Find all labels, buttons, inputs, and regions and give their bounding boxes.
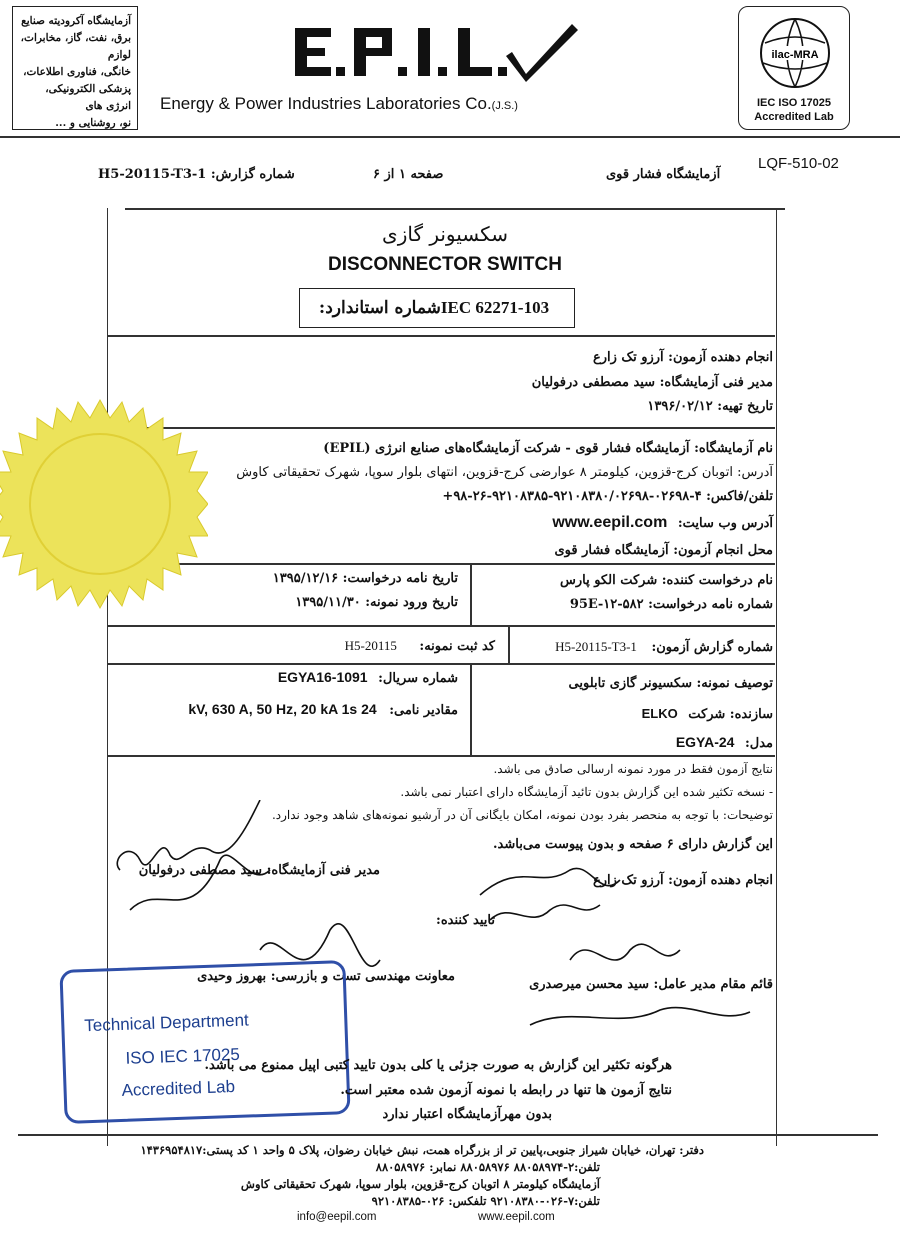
- frame-top-border: [125, 208, 785, 210]
- report-number-label: شماره گزارش آزمون:: [651, 640, 773, 655]
- sample-description: توصیف نمونه: سکسیونر گازی تابلویی: [568, 676, 773, 691]
- manufacturer-value: ELKO: [641, 706, 678, 721]
- test-place: محل انجام آزمون: آزمایشگاه فشار قوی: [554, 543, 773, 558]
- lab-address: آدرس: اتوبان کرج-قزوین، کیلومتر ۸ عوارضی کرج-قزوین، انتهای بلوار سوپا، شهرک تحقیقاتی کاوش: [236, 465, 773, 480]
- manufacturer-label: سازنده: شرکت: [688, 707, 773, 722]
- footer-email[interactable]: info@eepil.com: [297, 1211, 377, 1223]
- model-row: [676, 733, 773, 753]
- column-divider: [508, 625, 510, 663]
- stamp-line: Technical Department: [84, 1010, 250, 1036]
- report-number-value: H5-20115-T3-1: [555, 639, 637, 654]
- gold-seal: [0, 396, 208, 612]
- accreditation-line: برق، نفت، گاز، مخابرات، لوازم: [20, 32, 131, 61]
- manufacturer-row: [642, 705, 773, 724]
- accreditation-line: خانگی، فناوری اطلاعات،: [23, 66, 131, 78]
- epil-logo: [290, 22, 590, 82]
- footer-lab-phone: تلفن:۷-۰۲۶-۹۲۱۰۸۳۸۰ تلفکس: ۰۲۶-۹۲۱۰۸۳۸۵: [371, 1194, 600, 1208]
- signature-tech-manager: مدیر فنی آزمایشگاه: سید مصطفی درفولیان: [138, 863, 380, 878]
- ratings-label: مقادیر نامی:: [389, 703, 458, 718]
- model-value: EGYA-24: [675, 734, 735, 750]
- ilac-globe-icon: [755, 13, 835, 93]
- form-code: LQF-510-02: [758, 155, 839, 172]
- disclaimer-line: نتایج آزمون ها تنها در رابطه با نمونه آزمون شده معتبر است.: [340, 1083, 672, 1098]
- signature-ceo: قائم مقام مدیر عامل: سید محسن میرصدری: [529, 977, 773, 992]
- company-name-text: Energy & Power Industries Laboratories Co.: [160, 94, 492, 113]
- footer-office-phone: تلفن:۲-۸۸۰۵۸۹۷۴ ۸۸۰۵۸۹۷۶ نمابر: ۸۸۰۵۸۹۷۶: [375, 1160, 600, 1174]
- report-number-row: [555, 638, 773, 657]
- serial-value: EGYA16-1091: [277, 669, 368, 685]
- signature-tech-manager-scribble: [117, 800, 260, 870]
- approver-label: تایید کننده:: [436, 913, 495, 928]
- note-line: - نسخه تکثیر شده این گزارش بدون تائید آزمایشگاه دارای اعتبار نمی باشد.: [400, 785, 773, 799]
- lab-full-name: نام آزمایشگاه: آزمایشگاه فشار قوی - شرکت آزمایشگاه‌های صنایع انرژی (EPIL): [323, 441, 773, 456]
- request-date: تاریخ نامه درخواست: ۱۳۹۵/۱۲/۱۶: [272, 571, 458, 586]
- standard-label: شماره استاندارد:: [318, 298, 441, 318]
- company-name: [160, 94, 620, 114]
- preparation-date: تاریخ تهیه: ۱۳۹۶/۰۲/۱۲: [647, 399, 773, 414]
- standard-value: IEC 62271-103: [440, 298, 550, 317]
- stamp-line: ISO IEC 17025: [125, 1044, 241, 1068]
- note-line: توضیحات: با توجه به منحصر بفرد بودن نمونه، امکان بایگانی آن در آرشیو نمونه‌های شاهد وجود ندارد.: [271, 808, 773, 822]
- header-divider: [0, 136, 900, 138]
- signature-deputy-scribble: [260, 924, 380, 966]
- accredited-lab-label: Accredited Lab: [754, 111, 834, 123]
- footer-lab-address: آزمایشگاه کیلومتر ۸ اتوبان کرج-قزوین، بلوار سوپا، شهرک تحقیقاتی کاوش: [240, 1177, 600, 1191]
- title-english: DISCONNECTOR SWITCH: [328, 254, 562, 275]
- technical-department-stamp: [59, 960, 350, 1124]
- signature-ceo-scribble: [570, 944, 680, 960]
- header-report-number: شماره گزارش: H5-20115-T3-1: [98, 167, 295, 182]
- standard-number-box: [299, 288, 575, 328]
- accreditation-line: پزشکی الکترونیکی، انرژی های: [45, 83, 131, 112]
- column-divider: [470, 563, 472, 625]
- title-persian: سکسیونر گازی: [382, 222, 508, 246]
- model-label: مدل:: [744, 736, 773, 751]
- sample-code-row: [345, 637, 495, 656]
- request-number: شماره نامه درخواست: ۵۸۲-۱۲-95E: [569, 597, 773, 612]
- tech-manager-name: مدیر فنی آزمایشگاه: سید مصطفی درفولیان: [531, 375, 773, 390]
- section-divider: [107, 755, 775, 757]
- column-divider: [470, 663, 472, 755]
- accreditation-line: آزمایشگاه آکرودیته صنایع: [21, 15, 131, 27]
- serial-label: شماره سریال:: [378, 671, 458, 686]
- accreditation-info-box: [12, 6, 138, 130]
- tester-name: انجام دهنده آزمون: آرزو تک زارع: [592, 350, 773, 365]
- footer-office-address: دفتر: تهران، خیابان شیراز جنوبی،پایین تر از بزرگراه همت، نبش خیابان رضوان، پلاک ۵ واحد ۱ کد پستی:۱۴۳۶۹۵۴۸۱۷: [140, 1143, 704, 1157]
- section-divider: [107, 625, 775, 627]
- website-label: آدرس وب سایت:: [677, 516, 773, 531]
- disclaimer-line: بدون مهرآزمایشگاه اعتبار ندارد: [382, 1107, 552, 1122]
- lab-phone: تلفن/فاکس: ۴-۰۲۶۹۸-۹۲۱۰۸۳۸۰/۰۲۶۹۸-۹۲۱۰۸۳۸۵-۲۶-۹۸+: [442, 489, 773, 504]
- company-suffix: (J.S.): [491, 100, 518, 112]
- website-row: [552, 514, 773, 533]
- website-link[interactable]: www.eepil.com: [552, 514, 668, 531]
- signature-tester-scribble: [480, 868, 620, 895]
- footer-divider: [18, 1134, 878, 1136]
- header-lab-name: آزمایشگاه فشار قوی: [606, 167, 721, 182]
- serial-row: [278, 668, 458, 688]
- section-divider: [107, 335, 775, 337]
- signature-deputy: معاونت مهندسی تست و بازرسی: بهروز وحیدی: [197, 969, 455, 984]
- sample-code-value: H5-20115: [344, 638, 397, 653]
- iso-accreditation-badge: [738, 6, 850, 130]
- signature-tester: انجام دهنده آزمون: آرزو تک زارع: [592, 873, 773, 888]
- page-info: صفحه ۱ از ۶: [373, 167, 444, 182]
- ratings-value: 24 kV, 630 A, 50 Hz, 20 kA 1s: [188, 701, 377, 717]
- note-line: نتایج آزمون فقط در مورد نمونه ارسالی صادق می باشد.: [493, 762, 773, 776]
- disclaimer-line: هرگونه تکثیر این گزارش به صورت جزئی یا کلی بدون تایید کتبی اپیل ممنوع می باشد.: [204, 1058, 672, 1073]
- ratings-row: [188, 700, 458, 720]
- accreditation-line: نو، روشنایی و ...: [55, 117, 131, 129]
- requester: نام درخواست کننده: شرکت الکو پارس: [559, 573, 773, 588]
- section-divider: [107, 663, 775, 665]
- ilac-label: ilac-MRA: [771, 49, 819, 61]
- stamp-line: Accredited Lab: [121, 1076, 236, 1100]
- sample-entry-date: تاریخ ورود نمونه: ۱۳۹۵/۱۱/۳۰: [295, 595, 458, 610]
- iso-standard-label: IEC ISO 17025: [757, 97, 831, 109]
- footer-website[interactable]: www.eepil.com: [478, 1211, 555, 1223]
- page-count-note: این گزارش دارای ۶ صفحه و بدون پیوست می‌باشد.: [493, 837, 773, 852]
- sample-code-label: کد ثبت نمونه:: [419, 639, 495, 654]
